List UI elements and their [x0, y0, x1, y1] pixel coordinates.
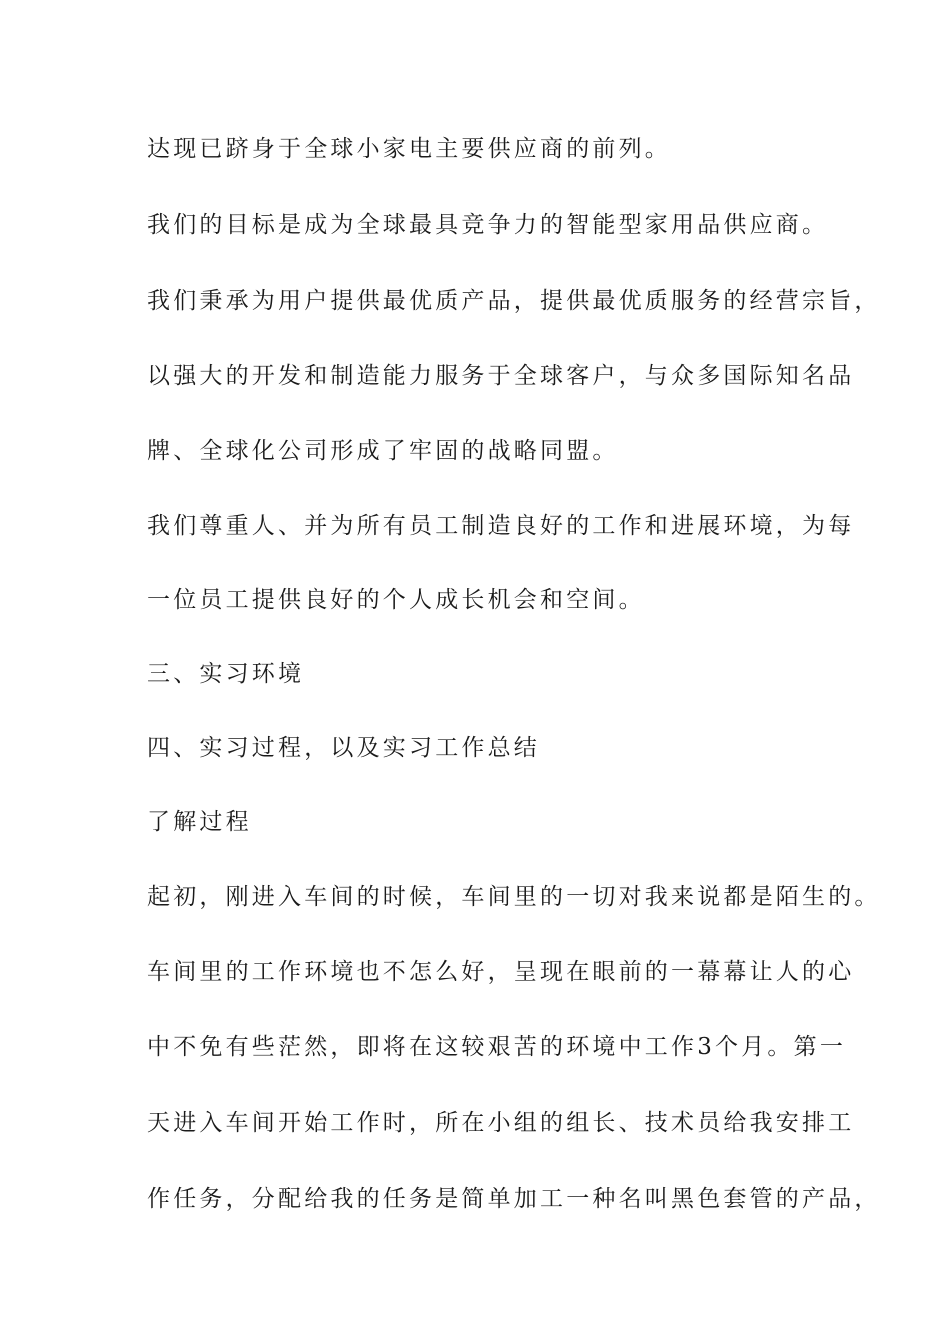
text-line: 我们秉承为用户提供最优质产品，提供最优质服务的经营宗旨，: [147, 288, 881, 314]
text-line: 我们尊重人、并为所有员工制造良好的工作和进展环境，为每: [147, 513, 855, 539]
text-line: 一位员工提供良好的个人成长机会和空间。: [147, 587, 645, 613]
text-line: 起初，刚进入车间的时候，车间里的一切对我来说都是陌生的。: [147, 884, 881, 910]
text-line: 牌、全球化公司形成了牢固的战略同盟。: [147, 438, 619, 464]
text-line: 车间里的工作环境也不怎么好，呈现在眼前的一幕幕让人的心: [147, 959, 855, 985]
section-heading: 三、实习环境: [147, 661, 305, 687]
text-line: 作任务，分配给我的任务是简单加工一种名叫黑色套管的产品，: [147, 1186, 881, 1212]
text-line: 我们的目标是成为全球最具竞争力的智能型家用品供应商。: [147, 212, 829, 238]
section-heading: 四、实习过程，以及实习工作总结: [147, 735, 540, 761]
text-line: 天进入车间开始工作时，所在小组的组长、技术员给我安排工: [147, 1110, 855, 1136]
text-line: 中不免有些茫然，即将在这较艰苦的环境中工作3个月。第一: [147, 1034, 847, 1060]
text-line: 以强大的开发和制造能力服务于全球客户，与众多国际知名品: [147, 363, 855, 389]
subsection-heading: 了解过程: [147, 809, 252, 835]
text-line: 达现已跻身于全球小家电主要供应商的前列。: [147, 136, 671, 162]
